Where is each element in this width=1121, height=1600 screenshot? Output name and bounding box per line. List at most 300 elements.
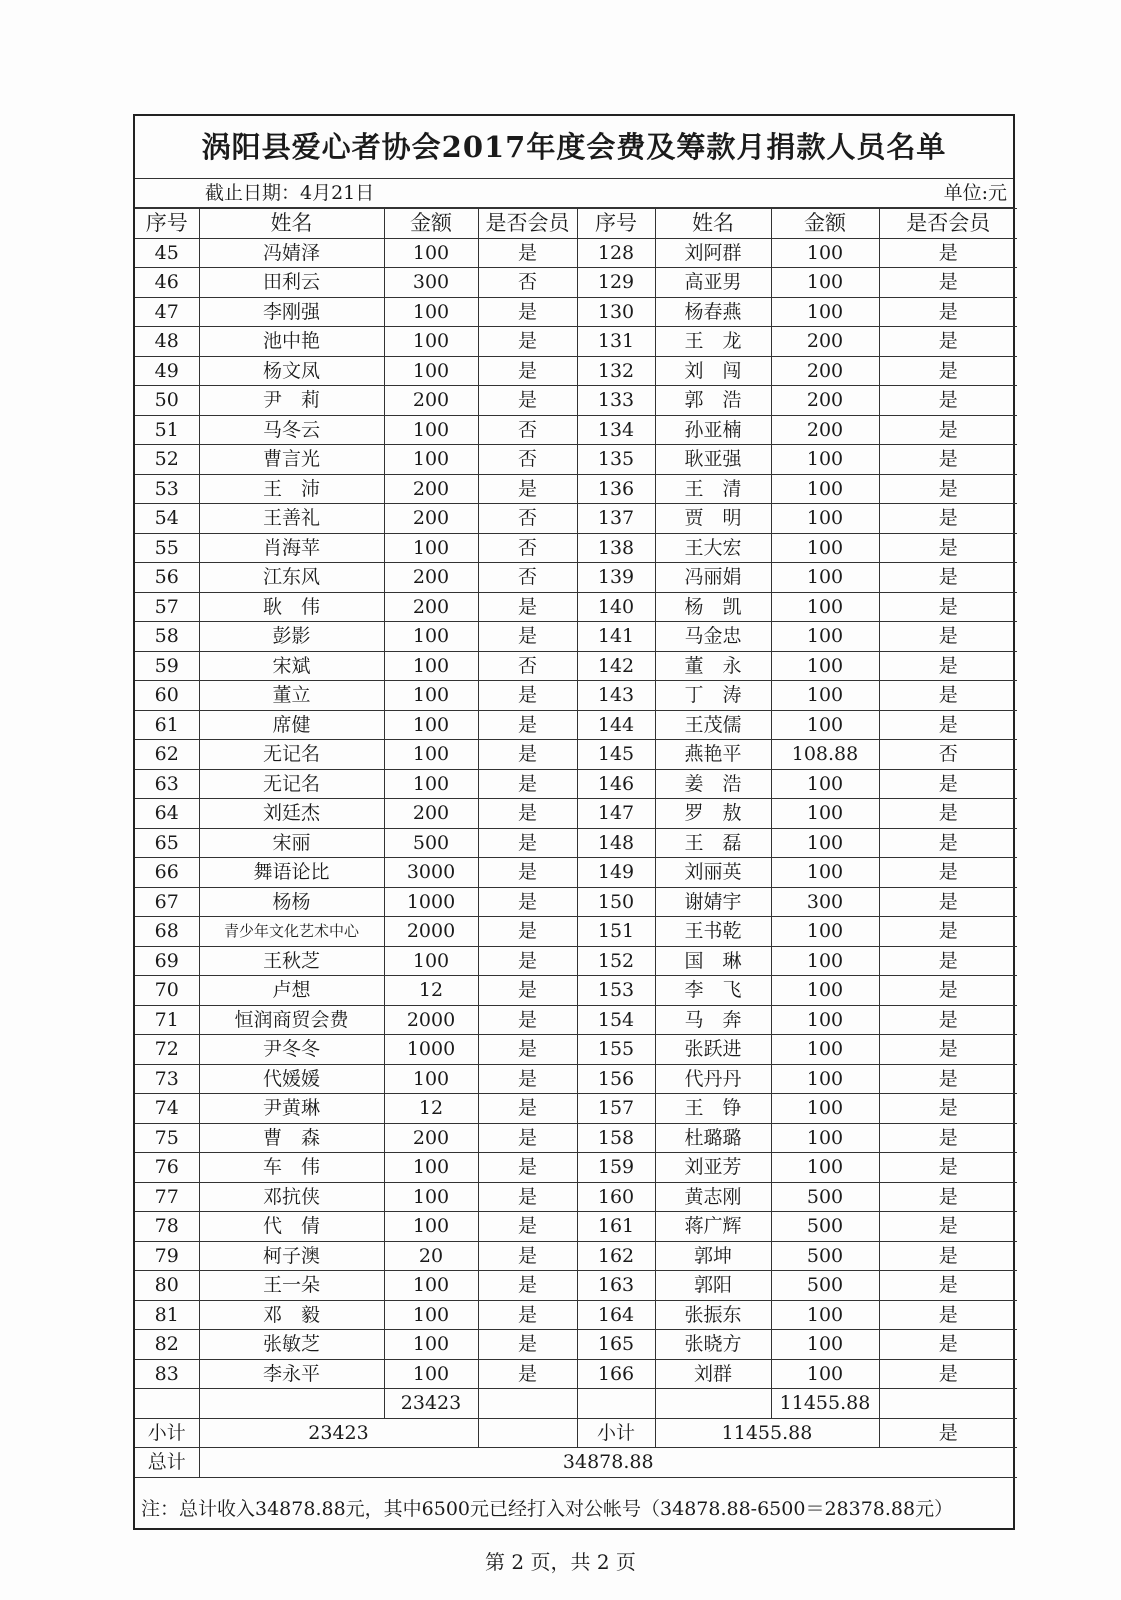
amount-cell: 100: [771, 917, 879, 947]
member-cell: 是: [879, 592, 1017, 622]
amount-cell: 12: [384, 1094, 478, 1124]
amount-cell: 100: [384, 740, 478, 770]
name-cell: 郭阳: [655, 1271, 771, 1301]
table-row: [135, 238, 1017, 268]
grand-total-label: 总计: [135, 1448, 199, 1478]
table-row: [135, 740, 1017, 770]
name-cell: 彭影: [199, 622, 384, 652]
table-row: [135, 681, 1017, 711]
amount-cell: 100: [384, 1300, 478, 1330]
amount-cell: 100: [384, 1330, 478, 1360]
name-cell: 王 龙: [655, 327, 771, 357]
amount-cell: 100: [771, 799, 879, 829]
table-row: [135, 651, 1017, 681]
amount-cell: 300: [771, 887, 879, 917]
member-cell: 是: [478, 474, 577, 504]
member-cell: 是: [879, 533, 1017, 563]
table-row: [135, 474, 1017, 504]
subtotal-member: 是: [879, 1418, 1017, 1448]
amount-cell: 200: [384, 592, 478, 622]
name-cell: 国 琳: [655, 946, 771, 976]
seq-cell: 165: [577, 1330, 655, 1360]
page-footer: 第 2 页，共 2 页: [485, 1550, 636, 1574]
seq-cell: 137: [577, 504, 655, 534]
member-cell: 是: [879, 474, 1017, 504]
table-row: [135, 1182, 1017, 1212]
table-row: [135, 592, 1017, 622]
amount-cell: 100: [771, 1330, 879, 1360]
name-cell: 王善礼: [199, 504, 384, 534]
amount-cell: 100: [771, 592, 879, 622]
name-cell: 卢想: [199, 976, 384, 1006]
member-cell: 否: [879, 740, 1017, 770]
seq-cell: 136: [577, 474, 655, 504]
seq-cell: 142: [577, 651, 655, 681]
seq-cell: 163: [577, 1271, 655, 1301]
member-cell: 是: [879, 622, 1017, 652]
seq-cell: 129: [577, 268, 655, 298]
header-amount: 金额: [384, 209, 478, 239]
amount-cell: 100: [771, 563, 879, 593]
amount-cell: 100: [771, 504, 879, 534]
amount-cell: 100: [384, 681, 478, 711]
amount-cell: 100: [771, 828, 879, 858]
table-row: [135, 415, 1017, 445]
member-cell: 是: [879, 563, 1017, 593]
table-row: [135, 1005, 1017, 1035]
name-cell: 李刚强: [199, 297, 384, 327]
amount-cell: 3000: [384, 858, 478, 888]
member-cell: 否: [478, 504, 577, 534]
member-cell: 是: [478, 1005, 577, 1035]
amount-cell: 500: [771, 1182, 879, 1212]
amount-cell: 500: [771, 1241, 879, 1271]
member-cell: 是: [478, 1359, 577, 1389]
table-row: [135, 710, 1017, 740]
seq-cell: 68: [135, 917, 199, 947]
member-cell: 是: [879, 415, 1017, 445]
name-cell: 恒润商贸会费: [199, 1005, 384, 1035]
table-row: [135, 1094, 1017, 1124]
member-cell: 是: [879, 828, 1017, 858]
member-cell: 是: [879, 769, 1017, 799]
seq-cell: 70: [135, 976, 199, 1006]
seq-cell: 139: [577, 563, 655, 593]
seq-cell: 59: [135, 651, 199, 681]
amount-cell: 100: [771, 445, 879, 475]
member-cell: 是: [478, 887, 577, 917]
name-cell: 耿 伟: [199, 592, 384, 622]
amount-cell: 100: [771, 1359, 879, 1389]
amount-cell: 1000: [384, 1035, 478, 1065]
name-cell: 耿亚强: [655, 445, 771, 475]
name-cell: 江东风: [199, 563, 384, 593]
name-cell: 张晓方: [655, 1330, 771, 1360]
amount-cell: 100: [384, 238, 478, 268]
subtotal-row: [135, 1418, 1017, 1448]
member-cell: 是: [478, 1123, 577, 1153]
subtotal-left-value: 23423: [199, 1418, 478, 1448]
name-cell: 邓 毅: [199, 1300, 384, 1330]
name-cell: 尹黄琳: [199, 1094, 384, 1124]
table-row: [135, 356, 1017, 386]
member-cell: 否: [478, 533, 577, 563]
amount-cell: 100: [771, 474, 879, 504]
amount-cell: 100: [384, 297, 478, 327]
member-cell: 是: [478, 238, 577, 268]
table-row: [135, 1359, 1017, 1389]
amount-cell: 100: [384, 769, 478, 799]
empty-cell: [478, 1418, 577, 1448]
member-cell: 否: [478, 268, 577, 298]
name-cell: 张敏芝: [199, 1330, 384, 1360]
donation-table: [135, 208, 1017, 1478]
seq-cell: 71: [135, 1005, 199, 1035]
member-cell: 否: [478, 445, 577, 475]
amount-cell: 2000: [384, 917, 478, 947]
empty-cell: [655, 1389, 771, 1419]
table-row: [135, 622, 1017, 652]
name-cell: 杨 凯: [655, 592, 771, 622]
seq-cell: 53: [135, 474, 199, 504]
name-cell: 王秋芝: [199, 946, 384, 976]
amount-cell: 100: [771, 1153, 879, 1183]
member-cell: 是: [879, 327, 1017, 357]
name-cell: 谢婧宇: [655, 887, 771, 917]
seq-cell: 161: [577, 1212, 655, 1242]
table-body: [135, 238, 1017, 1389]
member-cell: 是: [879, 1359, 1017, 1389]
seq-cell: 131: [577, 327, 655, 357]
name-cell: 孙亚楠: [655, 415, 771, 445]
member-cell: 是: [478, 1064, 577, 1094]
name-cell: 柯子澳: [199, 1241, 384, 1271]
name-cell: 代丹丹: [655, 1064, 771, 1094]
table-row: [135, 858, 1017, 888]
table-row: [135, 917, 1017, 947]
name-cell: 杜璐璐: [655, 1123, 771, 1153]
unit-label: 单位:元: [943, 182, 1007, 204]
seq-cell: 130: [577, 297, 655, 327]
name-cell: 王茂儒: [655, 710, 771, 740]
member-cell: 是: [478, 681, 577, 711]
amount-cell: 100: [384, 445, 478, 475]
name-cell: 刘廷杰: [199, 799, 384, 829]
name-cell: 刘群: [655, 1359, 771, 1389]
name-cell: 冯丽娟: [655, 563, 771, 593]
member-cell: 是: [879, 1064, 1017, 1094]
member-cell: 是: [478, 1094, 577, 1124]
name-cell: 尹冬冬: [199, 1035, 384, 1065]
seq-cell: 79: [135, 1241, 199, 1271]
table-row: [135, 1271, 1017, 1301]
seq-cell: 134: [577, 415, 655, 445]
seq-cell: 73: [135, 1064, 199, 1094]
name-cell: 席健: [199, 710, 384, 740]
empty-cell: [199, 1389, 384, 1419]
header-name: 姓名: [655, 209, 771, 239]
seq-cell: 144: [577, 710, 655, 740]
member-cell: 是: [879, 1153, 1017, 1183]
name-cell: 张跃进: [655, 1035, 771, 1065]
name-cell: 丁 涛: [655, 681, 771, 711]
amount-cell: 100: [771, 976, 879, 1006]
seq-cell: 158: [577, 1123, 655, 1153]
name-cell: 曹 森: [199, 1123, 384, 1153]
member-cell: 是: [879, 297, 1017, 327]
seq-cell: 77: [135, 1182, 199, 1212]
seq-cell: 57: [135, 592, 199, 622]
seq-cell: 140: [577, 592, 655, 622]
amount-cell: 100: [771, 268, 879, 298]
empty-cell: [478, 1389, 577, 1419]
member-cell: 是: [879, 799, 1017, 829]
seq-cell: 133: [577, 386, 655, 416]
table-row: [135, 887, 1017, 917]
seq-cell: 63: [135, 769, 199, 799]
name-cell: 王一朵: [199, 1271, 384, 1301]
member-cell: 是: [478, 828, 577, 858]
member-cell: 是: [478, 946, 577, 976]
name-cell: 贾 明: [655, 504, 771, 534]
seq-cell: 156: [577, 1064, 655, 1094]
seq-cell: 62: [135, 740, 199, 770]
member-cell: 是: [879, 1094, 1017, 1124]
member-cell: 是: [879, 1123, 1017, 1153]
amount-cell: 200: [384, 1123, 478, 1153]
name-cell: 郭 浩: [655, 386, 771, 416]
amount-cell: 100: [771, 769, 879, 799]
amount-cell: 100: [771, 858, 879, 888]
name-cell: 马冬云: [199, 415, 384, 445]
seq-cell: 162: [577, 1241, 655, 1271]
table-row: [135, 445, 1017, 475]
donation-sheet: [133, 114, 1015, 1530]
member-cell: 是: [478, 592, 577, 622]
seq-cell: 147: [577, 799, 655, 829]
member-cell: 是: [478, 1271, 577, 1301]
member-cell: 是: [879, 976, 1017, 1006]
member-cell: 是: [478, 1241, 577, 1271]
name-cell: 冯婧泽: [199, 238, 384, 268]
table-row: [135, 327, 1017, 357]
amount-cell: 100: [384, 651, 478, 681]
table-row: [135, 799, 1017, 829]
amount-cell: 100: [771, 1064, 879, 1094]
member-cell: 是: [879, 858, 1017, 888]
amount-cell: 200: [384, 563, 478, 593]
seq-cell: 61: [135, 710, 199, 740]
member-cell: 是: [478, 1212, 577, 1242]
amount-cell: 100: [384, 946, 478, 976]
table-row: [135, 1064, 1017, 1094]
member-cell: 是: [478, 1153, 577, 1183]
member-cell: 是: [879, 651, 1017, 681]
seq-cell: 132: [577, 356, 655, 386]
amount-cell: 100: [384, 356, 478, 386]
member-cell: 是: [879, 1241, 1017, 1271]
member-cell: 是: [478, 356, 577, 386]
name-cell: 马金忠: [655, 622, 771, 652]
table-row: [135, 976, 1017, 1006]
member-cell: 是: [478, 1182, 577, 1212]
table-row: [135, 504, 1017, 534]
amount-cell: 100: [771, 651, 879, 681]
name-cell: 尹 莉: [199, 386, 384, 416]
member-cell: 是: [478, 710, 577, 740]
member-cell: 是: [879, 504, 1017, 534]
name-cell: 池中艳: [199, 327, 384, 357]
name-cell: 董 永: [655, 651, 771, 681]
amount-cell: 100: [771, 946, 879, 976]
member-cell: 是: [478, 386, 577, 416]
member-cell: 是: [879, 356, 1017, 386]
table-row: [135, 1330, 1017, 1360]
seq-cell: 149: [577, 858, 655, 888]
amount-cell: 1000: [384, 887, 478, 917]
member-cell: 是: [879, 1212, 1017, 1242]
seq-cell: 141: [577, 622, 655, 652]
amount-cell: 100: [771, 681, 879, 711]
seq-cell: 154: [577, 1005, 655, 1035]
seq-cell: 56: [135, 563, 199, 593]
subtotal-label: 小计: [135, 1418, 199, 1448]
table-row: [135, 1153, 1017, 1183]
amount-cell: 20: [384, 1241, 478, 1271]
name-cell: 姜 浩: [655, 769, 771, 799]
amount-cell: 500: [771, 1271, 879, 1301]
member-cell: 是: [478, 917, 577, 947]
subtotal-label: 小计: [577, 1418, 655, 1448]
member-cell: 是: [478, 1300, 577, 1330]
member-cell: 是: [478, 799, 577, 829]
amount-cell: 200: [771, 327, 879, 357]
seq-cell: 51: [135, 415, 199, 445]
grand-total-row: [135, 1448, 1017, 1478]
header-member: 是否会员: [879, 209, 1017, 239]
seq-cell: 81: [135, 1300, 199, 1330]
table-row: [135, 533, 1017, 563]
name-cell: 王书乾: [655, 917, 771, 947]
name-cell: 代 倩: [199, 1212, 384, 1242]
name-cell: 刘亚芳: [655, 1153, 771, 1183]
header-seq: 序号: [577, 209, 655, 239]
amount-cell: 100: [771, 1005, 879, 1035]
name-cell: 罗 敖: [655, 799, 771, 829]
member-cell: 是: [478, 1330, 577, 1360]
seq-cell: 76: [135, 1153, 199, 1183]
amount-cell: 100: [384, 1271, 478, 1301]
name-cell: 王 磊: [655, 828, 771, 858]
name-cell: 杨杨: [199, 887, 384, 917]
seq-cell: 67: [135, 887, 199, 917]
name-cell: 马 奔: [655, 1005, 771, 1035]
name-cell: 曹言光: [199, 445, 384, 475]
amount-cell: 100: [384, 533, 478, 563]
note: 注：总计收入34878.88元，其中6500元已经打入对公帐号（34878.88-6500＝28378.88元）: [141, 1497, 954, 1520]
table-row: [135, 769, 1017, 799]
member-cell: 是: [879, 887, 1017, 917]
table-row: [135, 828, 1017, 858]
seq-cell: 78: [135, 1212, 199, 1242]
seq-cell: 65: [135, 828, 199, 858]
member-cell: 是: [879, 445, 1017, 475]
seq-cell: 58: [135, 622, 199, 652]
seq-cell: 157: [577, 1094, 655, 1124]
name-cell: 王 铮: [655, 1094, 771, 1124]
member-cell: 否: [478, 563, 577, 593]
seq-cell: 46: [135, 268, 199, 298]
member-cell: 否: [478, 415, 577, 445]
member-cell: 是: [879, 268, 1017, 298]
member-cell: 是: [879, 386, 1017, 416]
seq-cell: 48: [135, 327, 199, 357]
seq-cell: 148: [577, 828, 655, 858]
member-cell: 是: [478, 976, 577, 1006]
member-cell: 是: [879, 1300, 1017, 1330]
amount-cell: 200: [384, 799, 478, 829]
amount-cell: 200: [384, 504, 478, 534]
name-cell: 青少年文化艺术中心: [199, 917, 384, 947]
amount-cell: 100: [384, 415, 478, 445]
seq-cell: 66: [135, 858, 199, 888]
document-title: 涡阳县爱心者协会2017年度会费及筹款月捐款人员名单: [135, 116, 1013, 179]
seq-cell: 150: [577, 887, 655, 917]
seq-cell: 50: [135, 386, 199, 416]
seq-cell: 155: [577, 1035, 655, 1065]
seq-cell: 47: [135, 297, 199, 327]
seq-cell: 49: [135, 356, 199, 386]
member-cell: 是: [879, 710, 1017, 740]
amount-cell: 100: [771, 1094, 879, 1124]
amount-cell: 100: [771, 710, 879, 740]
seq-cell: 82: [135, 1330, 199, 1360]
amount-cell: 300: [384, 268, 478, 298]
member-cell: 是: [478, 327, 577, 357]
seq-cell: 146: [577, 769, 655, 799]
seq-cell: 164: [577, 1300, 655, 1330]
amount-cell: 100: [384, 1212, 478, 1242]
table-row: [135, 1035, 1017, 1065]
member-cell: 是: [478, 622, 577, 652]
member-cell: 是: [879, 1330, 1017, 1360]
amount-cell: 100: [384, 327, 478, 357]
meta-row: [135, 179, 1013, 208]
name-cell: 邓抗侠: [199, 1182, 384, 1212]
member-cell: 是: [478, 740, 577, 770]
seq-cell: 152: [577, 946, 655, 976]
table-row: [135, 563, 1017, 593]
name-cell: 王大宏: [655, 533, 771, 563]
header-member: 是否会员: [478, 209, 577, 239]
name-cell: 车 伟: [199, 1153, 384, 1183]
right-column-total: 11455.88: [771, 1389, 879, 1419]
amount-cell: 200: [771, 415, 879, 445]
amount-cell: 100: [771, 1300, 879, 1330]
amount-cell: 100: [771, 1123, 879, 1153]
seq-cell: 128: [577, 238, 655, 268]
seq-cell: 143: [577, 681, 655, 711]
seq-cell: 54: [135, 504, 199, 534]
name-cell: 张振东: [655, 1300, 771, 1330]
header-row: [135, 209, 1017, 239]
header-seq: 序号: [135, 209, 199, 239]
amount-cell: 100: [384, 1182, 478, 1212]
amount-cell: 108.88: [771, 740, 879, 770]
table-row: [135, 946, 1017, 976]
amount-cell: 100: [384, 1359, 478, 1389]
name-cell: 宋丽: [199, 828, 384, 858]
